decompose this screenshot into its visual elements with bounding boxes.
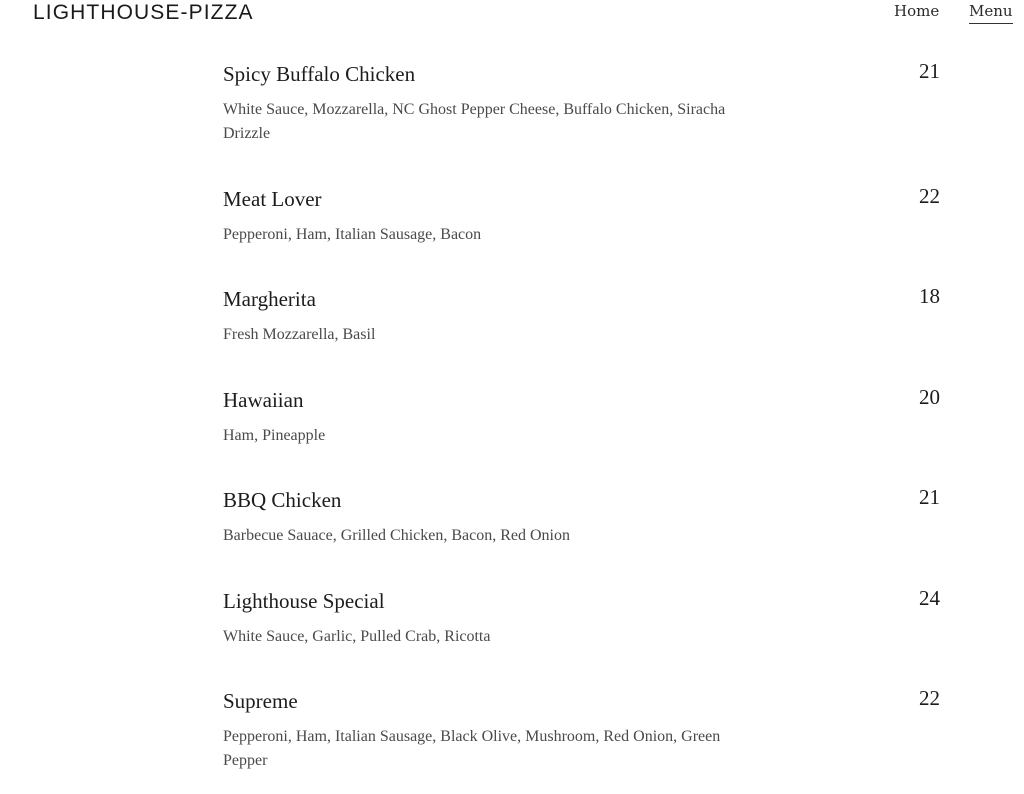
site-header: [0, 0, 1024, 40]
item-price: 21: [919, 485, 940, 509]
item-price: 24: [919, 586, 940, 610]
item-description: White Sauce, Mozzarella, NC Ghost Pepper Cheese, Buffalo Chicken, Siracha Drizzle: [223, 101, 726, 142]
site-title-link[interactable]: LIGHTHOUSE-PIZZA: [33, 1, 254, 24]
item-price: 20: [919, 385, 940, 409]
item-description: Pepperoni, Ham, Italian Sausage, Bacon: [223, 226, 482, 243]
item-price: 22: [919, 686, 940, 710]
item-name: BBQ Chicken: [223, 488, 342, 512]
item-name: Margherita: [223, 287, 316, 311]
item-description: Pepperoni, Ham, Italian Sausage, Black Olive, Mushroom, Red Onion, Green Pepper: [223, 728, 721, 769]
item-description: Fresh Mozzarella, Basil: [223, 326, 376, 343]
nav-home-link[interactable]: Home: [894, 2, 940, 20]
item-description: Barbecue Sauace, Grilled Chicken, Bacon, Red Onion: [223, 527, 570, 544]
main-nav: [0, 2, 1024, 32]
item-price: 18: [919, 284, 940, 308]
item-name: Spicy Buffalo Chicken: [223, 62, 416, 86]
item-name: Lighthouse Special: [223, 589, 385, 613]
item-description: Ham, Pineapple: [223, 427, 326, 444]
nav-menu-link[interactable]: Menu: [969, 2, 1013, 24]
item-name: Hawaiian: [223, 388, 304, 412]
item-name: Supreme: [223, 689, 298, 713]
item-price: 22: [919, 184, 940, 208]
item-price: 21: [919, 59, 940, 83]
item-description: White Sauce, Garlic, Pulled Crab, Ricotta: [223, 628, 491, 645]
item-name: Meat Lover: [223, 187, 322, 211]
